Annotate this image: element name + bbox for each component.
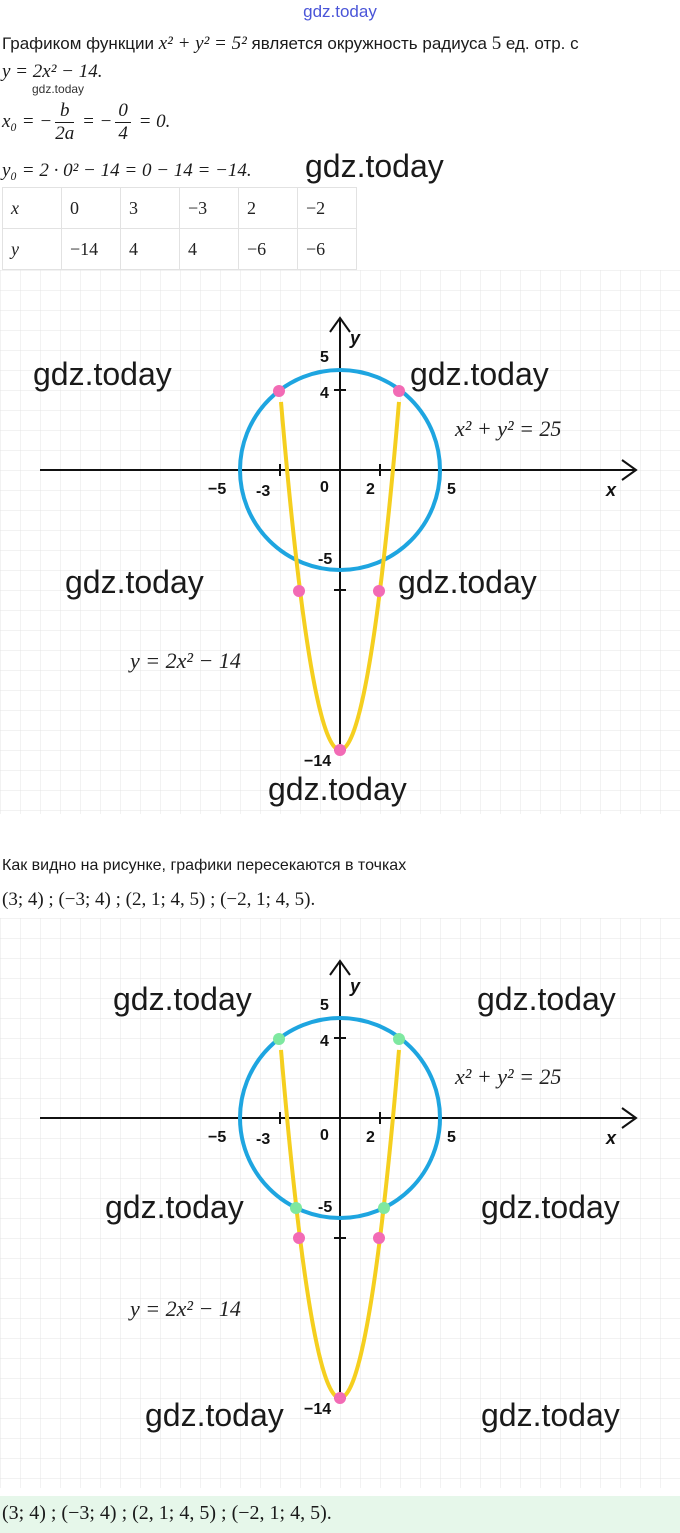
table-cell: −2	[298, 188, 357, 229]
fraction-den: 4	[118, 123, 128, 144]
watermark: gdz.today	[105, 1189, 244, 1225]
tick-label-x-2: 2	[366, 1129, 375, 1146]
tick-label-y-minus14: −14	[304, 753, 332, 770]
table-cell: y	[3, 229, 62, 270]
table-cell: 4	[180, 229, 239, 270]
watermark: gdz.today	[113, 981, 252, 1017]
table-cell: −6	[298, 229, 357, 270]
parabola-label: y = 2x² − 14	[130, 1296, 241, 1321]
fraction-den: 2a	[55, 123, 75, 144]
answer-bar	[0, 1496, 680, 1533]
watermark-small: gdz.today	[32, 82, 85, 96]
radius-value: 5	[491, 33, 502, 54]
graph-2	[0, 918, 680, 1488]
x0-mid: = −	[77, 110, 113, 132]
table-cell: 0	[62, 188, 121, 229]
point-marker	[293, 1232, 305, 1244]
graph-2-svg	[0, 918, 680, 1488]
fraction-num: 0	[115, 100, 131, 123]
table-cell: −3	[180, 188, 239, 229]
axis-label-x: x	[606, 480, 617, 500]
intro-suffix: ед. отр. с	[501, 34, 579, 53]
tick-label-y-4: 4	[320, 1033, 329, 1050]
graph-1-svg	[0, 270, 680, 814]
point-marker	[393, 385, 405, 397]
watermark: gdz.today	[145, 1397, 284, 1433]
conclusion-text: Как видно на рисунке, графики пересекаются в точках	[2, 857, 407, 874]
axis-label-y: y	[350, 328, 361, 348]
point-marker	[273, 385, 285, 397]
point-marker	[373, 1232, 385, 1244]
x0-rhs: = 0.	[133, 110, 171, 132]
watermark: gdz.today	[268, 771, 407, 807]
tick-label-x-5: 5	[447, 1129, 456, 1146]
answer-text: (3; 4) ; (−3; 4) ; (2, 1; 4, 5) ; (−2, 1; 4, 5).	[2, 1502, 332, 1524]
intro-line	[2, 33, 579, 55]
x0-lhs: x₀ = −	[2, 110, 53, 132]
tick-label-x-minus5: −5	[208, 1129, 227, 1146]
point-marker	[293, 585, 305, 597]
watermark: gdz.today	[33, 356, 172, 392]
intro-mid: является окружность радиуса	[246, 34, 492, 53]
tick-label-y-4: 4	[320, 385, 329, 402]
watermark: gdz.today	[410, 356, 549, 392]
point-marker	[334, 744, 346, 756]
axis-label-x: x	[606, 1128, 617, 1148]
tick-label-y-minus14: −14	[304, 1401, 332, 1418]
circle-equation: x² + y² = 5²	[158, 33, 247, 54]
tick-label-y-5: 5	[320, 349, 329, 366]
table-cell: 3	[121, 188, 180, 229]
tick-label-x-minus3: -3	[256, 483, 271, 500]
parabola-equation: y = 2x² − 14.	[2, 61, 103, 82]
intersection-marker	[378, 1202, 390, 1214]
values-table	[2, 187, 357, 270]
tick-label-x-minus3: -3	[256, 1131, 271, 1148]
vertex-x-formula	[2, 100, 170, 145]
table-cell: x	[3, 188, 62, 229]
tick-label-origin: 0	[320, 1127, 329, 1144]
fraction-0-4	[115, 100, 131, 145]
table-cell: −6	[239, 229, 298, 270]
intersection-marker	[393, 1033, 405, 1045]
tick-label-x-5: 5	[447, 481, 456, 498]
fraction-num: b	[55, 100, 74, 123]
table-cell: −14	[62, 229, 121, 270]
point-marker	[334, 1392, 346, 1404]
watermark-inline: gdz.today	[305, 148, 444, 184]
watermark: gdz.today	[481, 1189, 620, 1225]
fraction-b-2a	[55, 100, 74, 145]
watermark: gdz.today	[477, 981, 616, 1017]
tick-label-y-5: 5	[320, 997, 329, 1014]
table-row	[3, 188, 357, 229]
graph-1	[0, 270, 680, 814]
watermark: gdz.today	[398, 564, 537, 600]
watermark-top: gdz.today	[303, 2, 377, 21]
table-cell: 2	[239, 188, 298, 229]
tick-label-y-minus5: -5	[318, 551, 333, 568]
intersection-points: (3; 4) ; (−3; 4) ; (2, 1; 4, 5) ; (−2, 1; 4, 5).	[2, 889, 316, 910]
tick-label-y-minus5: -5	[318, 1199, 333, 1216]
watermark: gdz.today	[65, 564, 204, 600]
table-cell: 4	[121, 229, 180, 270]
intro-prefix: Графиком функции	[2, 34, 159, 53]
intersection-marker	[290, 1202, 302, 1214]
parabola-label: y = 2x² − 14	[130, 648, 241, 673]
vertex-y-formula: y₀ = 2 · 0² − 14 = 0 − 14 = −14.	[2, 160, 252, 181]
circle-label: x² + y² = 25	[455, 416, 562, 441]
tick-label-origin: 0	[320, 479, 329, 496]
point-marker	[373, 585, 385, 597]
intersection-marker	[273, 1033, 285, 1045]
table-row	[3, 229, 357, 270]
tick-label-x-minus5: −5	[208, 481, 227, 498]
watermark: gdz.today	[481, 1397, 620, 1433]
circle-label: x² + y² = 25	[455, 1064, 562, 1089]
tick-label-x-2: 2	[366, 481, 375, 498]
axis-label-y: y	[350, 976, 361, 996]
